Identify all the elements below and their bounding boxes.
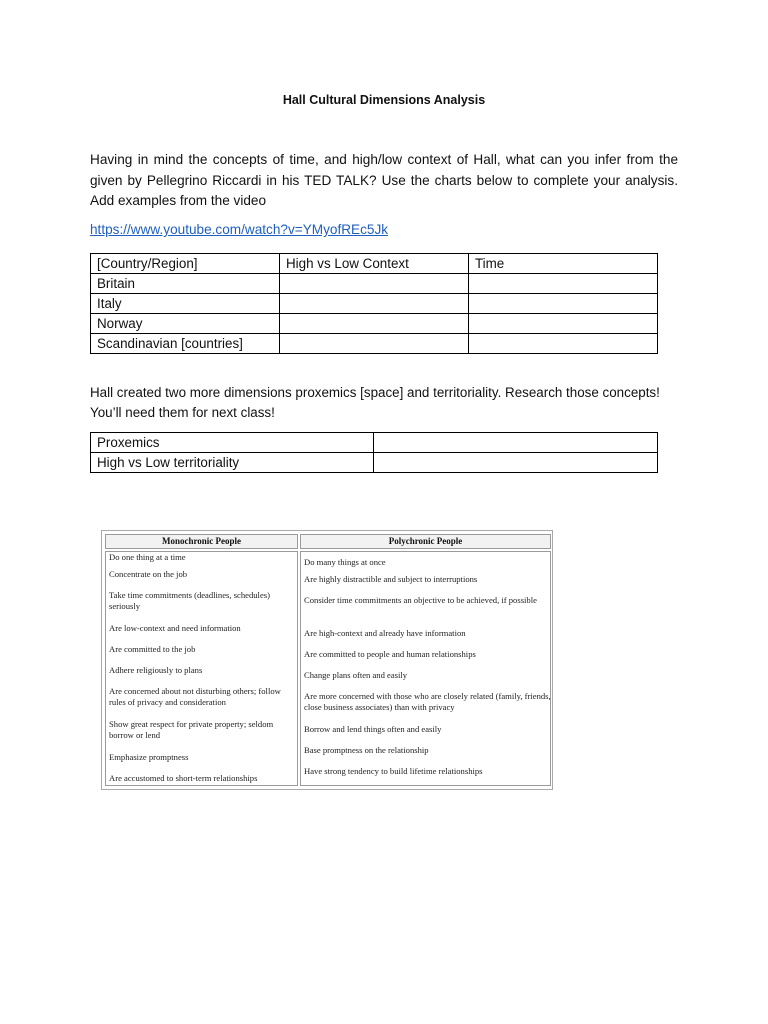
table-row <box>91 334 658 354</box>
list-item: Are highly distractible and subject to interruptions <box>304 574 478 584</box>
country-cell: Norway <box>91 314 280 334</box>
table-row <box>91 274 658 294</box>
intro-paragraph: Having in mind the concepts of time, and high/low context of Hall, what can you infer from the given by Pellegrino Riccardi in his TED TALK? Use the charts below to complete your analysis. Add examples from the video <box>90 152 678 208</box>
proxemics-table <box>90 432 658 473</box>
country-cell: Britain <box>91 274 280 294</box>
time-cell[interactable] <box>469 334 658 354</box>
country-cell: Italy <box>91 294 280 314</box>
monochronic-header: Monochronic People <box>105 534 298 549</box>
polychronic-header: Polychronic People <box>300 534 551 549</box>
list-item: Are concerned about not disturbing others; follow rules of privacy and consideration <box>109 686 281 707</box>
header-context: High vs Low Context <box>280 254 469 274</box>
answer-cell[interactable] <box>374 453 658 473</box>
list-item: Do many things at once <box>304 557 386 567</box>
context-cell[interactable] <box>280 294 469 314</box>
list-item: Are committed to people and human relationships <box>304 649 476 659</box>
list-item: Are committed to the job <box>109 644 196 654</box>
list-item: Adhere religiously to plans <box>109 665 203 675</box>
time-cell[interactable] <box>469 314 658 334</box>
list-item: Concentrate on the job <box>109 569 188 579</box>
answer-cell[interactable] <box>374 433 658 453</box>
table-header-row <box>91 254 658 274</box>
context-cell[interactable] <box>280 334 469 354</box>
country-cell: Scandinavian [countries] <box>91 334 280 354</box>
chronic-comparison-table <box>101 530 553 790</box>
header-time: Time <box>469 254 658 274</box>
list-item: Are more concerned with those who are closely related (family, friends, close business associates) than with privacy <box>304 691 551 712</box>
table-row <box>91 453 658 473</box>
video-link[interactable]: https://www.youtube.com/watch?v=YMyofREc5Jk <box>90 222 389 237</box>
list-item: Have strong tendency to build lifetime relationships <box>304 766 483 776</box>
context-cell[interactable] <box>280 274 469 294</box>
table-row <box>91 433 658 453</box>
list-item: Consider time commitments an objective to be achieved, if possible <box>304 595 537 605</box>
list-item: Emphasize promptness <box>109 752 189 762</box>
list-item: Are high-context and already have information <box>304 628 466 638</box>
dimension-cell: Proxemics <box>91 433 374 453</box>
monochronic-column <box>105 551 298 786</box>
proxemics-paragraph: Hall created two more dimensions proxemics [space] and territoriality. Research those concepts! You’ll need them for next class! <box>90 385 660 420</box>
document-title: Hall Cultural Dimensions Analysis <box>282 93 486 107</box>
list-item: Are low-context and need information <box>109 623 241 633</box>
table-row <box>91 314 658 334</box>
list-item: Take time commitments (deadlines, schedules) seriously <box>109 590 270 611</box>
time-cell[interactable] <box>469 294 658 314</box>
list-item: Do one thing at a time <box>109 552 186 562</box>
country-context-table <box>90 253 658 354</box>
time-cell[interactable] <box>469 274 658 294</box>
list-item: Borrow and lend things often and easily <box>304 724 442 734</box>
list-item: Show great respect for private property; seldom borrow or lend <box>109 719 274 740</box>
header-country: [Country/Region] <box>91 254 280 274</box>
list-item: Change plans often and easily <box>304 670 408 680</box>
dimension-cell: High vs Low territoriality <box>91 453 374 473</box>
list-item: Base promptness on the relationship <box>304 745 429 755</box>
list-item: Are accustomed to short-term relationships <box>109 773 258 783</box>
table-row <box>91 294 658 314</box>
context-cell[interactable] <box>280 314 469 334</box>
polychronic-column <box>300 551 551 786</box>
